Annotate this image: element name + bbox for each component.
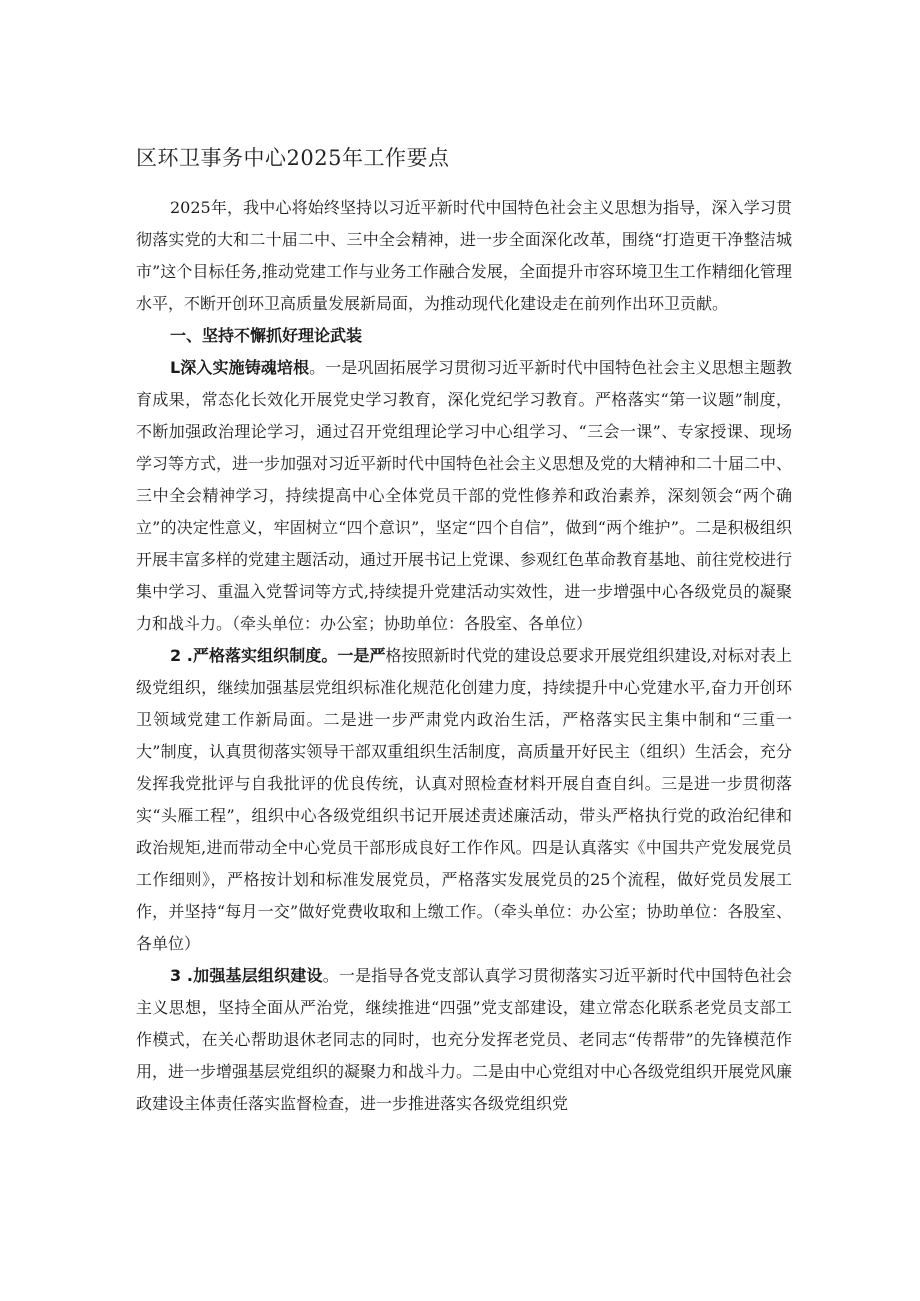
document-title: 区环卫事务中心2025年工作要点 bbox=[136, 146, 450, 170]
document-body bbox=[136, 192, 792, 1120]
item-paragraph-3 bbox=[136, 960, 792, 1120]
item-text-1: 。一是巩固拓展学习贯彻习近平新时代中国特色社会主义思想主题教育成果，常态化长效化开展党史学习教育，深化党纪学习教育。严格落实“第一议题”制度，不断加强政治理论学习，通过召开党组理论学习中心组学习、“三会一课”、专家授课、现场学习等方式，进一步加强对习近平新时代中国特色社会主义思想及党的大精神和二十届二中、三中全会精神学习，持续提高中心全体党员干部的党性修养和政治素养，深刻领会“两个确立”的决定性意义，牢固树立“四个意识”，坚定“四个自信”，做到“两个维护”。二是积极组织开展丰富多样的党建主题活动，通过开展书记上党课、参观红色革命教育基地、前往党校进行集中学习、重温入党誓词等方式,持续提升党建活动实效性，进一步增强中心各级党员的凝聚力和战斗力。（牵头单位：办公室；协助单位：各股室、各单位） bbox=[136, 358, 793, 633]
item-paragraph-2 bbox=[136, 640, 792, 960]
item-paragraph-1 bbox=[136, 352, 792, 640]
intro-paragraph: 2025年，我中心将始终坚持以习近平新时代中国特色社会主义思想为指导，深入学习贯彻落实党的大和二十届二中、三中全会精神，进一步全面深化改革，围绕“打造更干净整洁城市”这个目标任务,推动党建工作与业务工作融合发展，全面提升市容环境卫生工作精细化管理水平，不断开创环卫高质量发展新局面，为推动现代化建设走在前列作出环卫贡献。 bbox=[136, 198, 792, 313]
item-lead-3: 3 .加强基层组织建设 bbox=[170, 966, 323, 985]
section-heading-1: 一、坚持不懈抓好理论武装 bbox=[170, 326, 363, 345]
item-lead-1: L深入实施铸魂培根 bbox=[170, 358, 310, 377]
item-text-2: 格按照新时代党的建设总要求开展党组织建设,对标对表上级党组织，继续加强基层党组织标准化规范化创建力度，持续提升中心党建水平,奋力开创环卫领域党建工作新局面。二是进一步严肃党内政治生活，严格落实民主集中制和“三重一大”制度，认真贯彻落实领导干部双重组织生活制度，高质量开好民主（组织）生活会，充分发挥我党批评与自我批评的优良传统，认真对照检查材料开展自查自纠。三是进一步贯彻落实“头雁工程”，组织中心各级党组织书记开展述责述廉活动，带头严格执行党的政治纪律和政治规矩,进而带动全中心党员干部形成良好工作作风。四是认真落实《中国共产党发展党员工作细则》，严格按计划和标准发展党员，严格落实发展党员的25个流程，做好党员发展工作，并坚持“每月一交”做好党费收取和上缴工作。（牵头单位：办公室；协助单位：各股室、各单位） bbox=[136, 646, 792, 953]
item-lead-2: 2 .严格落实组织制度。一是严 bbox=[170, 646, 386, 665]
item-text-3: 。一是指导各党支部认真学习贯彻落实习近平新时代中国特色社会主义思想，坚持全面从严治党，继续推进“四强”党支部建设，建立常态化联系老党员支部工作模式，在关心帮助退休老同志的同时，也充分发挥老党员、老同志“传帮带”的先锋模范作用，进一步增强基层党组织的凝聚力和战斗力。二是由中心党组对中心各级党组织开展党风廉政建设主体责任落实监督检查，进一步推进落实各级党组织党 bbox=[136, 966, 793, 1113]
